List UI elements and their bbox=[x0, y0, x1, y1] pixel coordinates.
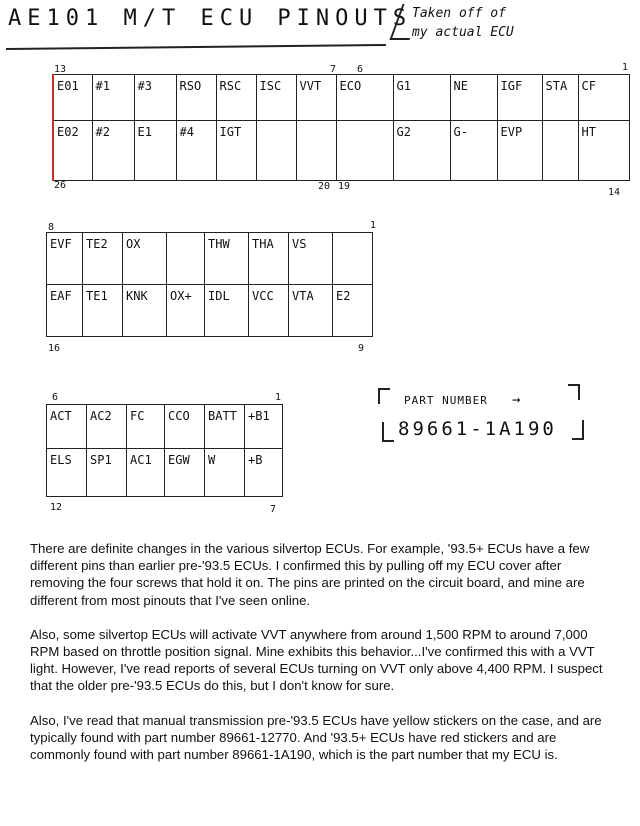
pin-number-label: 16 bbox=[48, 343, 61, 354]
pin-number-label: 14 bbox=[608, 187, 621, 198]
pin-cell: G1 bbox=[393, 75, 450, 121]
pin-number-label: 19 bbox=[338, 181, 351, 192]
pin-number-label: 8 bbox=[48, 222, 55, 233]
pin-row-top bbox=[47, 405, 283, 449]
pin-cell: AC2 bbox=[87, 405, 127, 449]
pin-cell: RSC bbox=[216, 75, 256, 121]
pin-cell: ACT bbox=[47, 405, 87, 449]
pin-number-label: 1 bbox=[622, 62, 629, 73]
pin-number-label: 1 bbox=[275, 392, 282, 403]
pin-cell: E02 bbox=[53, 121, 92, 181]
pin-cell: +B1 bbox=[245, 405, 283, 449]
connector-2-table bbox=[46, 232, 373, 337]
pin-cell: EAF bbox=[47, 285, 83, 337]
pin-cell: W bbox=[205, 449, 245, 497]
pin-cell: ECO bbox=[336, 75, 393, 121]
pin-cell: VVT bbox=[296, 75, 336, 121]
pin-cell: EVP bbox=[497, 121, 542, 181]
pin-cell: VS bbox=[289, 233, 333, 285]
pin-cell: TE1 bbox=[83, 285, 123, 337]
pin-number-label: 6 bbox=[357, 64, 364, 75]
source-note-line2: my actual ECU bbox=[412, 25, 514, 40]
pin-cell bbox=[296, 121, 336, 181]
page-title: AE101 M/T ECU PINOUTS bbox=[8, 6, 413, 31]
pin-cell: IGF bbox=[497, 75, 542, 121]
pin-cell: #4 bbox=[176, 121, 216, 181]
pin-row-bottom bbox=[53, 121, 629, 181]
title-underline bbox=[6, 44, 386, 50]
pin-number-label: 20 bbox=[318, 181, 331, 192]
pin-cell: EVF bbox=[47, 233, 83, 285]
description-text bbox=[30, 540, 612, 780]
pin-cell: CF bbox=[578, 75, 629, 121]
pin-cell: IDL bbox=[205, 285, 249, 337]
pin-cell: FC bbox=[127, 405, 165, 449]
pin-cell: HT bbox=[578, 121, 629, 181]
pin-cell: THA bbox=[249, 233, 289, 285]
pin-cell bbox=[336, 121, 393, 181]
pin-number-label: 9 bbox=[358, 343, 365, 354]
pin-cell: SP1 bbox=[87, 449, 127, 497]
connector-1-table bbox=[52, 74, 630, 181]
pin-cell: G- bbox=[450, 121, 497, 181]
pin-cell: TE2 bbox=[83, 233, 123, 285]
pin-cell: AC1 bbox=[127, 449, 165, 497]
pin-number-label: 6 bbox=[52, 392, 59, 403]
pin-cell bbox=[256, 121, 296, 181]
pin-row-top bbox=[47, 233, 373, 285]
source-note bbox=[412, 4, 552, 42]
pin-number-label: 13 bbox=[54, 64, 67, 75]
pin-cell: BATT bbox=[205, 405, 245, 449]
pin-row-bottom bbox=[47, 285, 373, 337]
pin-cell bbox=[542, 121, 578, 181]
part-number-callout bbox=[378, 382, 588, 452]
pin-cell: ELS bbox=[47, 449, 87, 497]
connector-3-table bbox=[46, 404, 283, 497]
bracket-corner bbox=[572, 420, 584, 440]
pin-cell: KNK bbox=[123, 285, 167, 337]
pin-cell: #1 bbox=[92, 75, 134, 121]
part-number-label: PART NUMBER bbox=[404, 394, 488, 407]
pin-cell: OX+ bbox=[167, 285, 205, 337]
pin-cell: G2 bbox=[393, 121, 450, 181]
pin-cell: OX bbox=[123, 233, 167, 285]
pin-cell: VTA bbox=[289, 285, 333, 337]
paragraph: Also, some silvertop ECUs will activate VVT anywhere from around 1,500 RPM to around 7,000 RPM based on throttle position signal. Mine exhibits this behavior...I've confirmed this with a VVT light. However, I've read reports of several ECUs turning on VVT only above 4,400 RPM. I suspect that the older pre-'93.5 ECUs do this, but I don't know for sure. bbox=[30, 626, 603, 694]
pin-cell: NE bbox=[450, 75, 497, 121]
pin-cell: +B bbox=[245, 449, 283, 497]
arrow-right-icon: → bbox=[512, 392, 521, 408]
pin-number-label: 26 bbox=[54, 180, 67, 191]
pin-row-bottom bbox=[47, 449, 283, 497]
pin-cell: THW bbox=[205, 233, 249, 285]
pin-number-label: 7 bbox=[330, 64, 337, 75]
source-note-line1: Taken off of bbox=[412, 6, 506, 21]
pin-number-label: 7 bbox=[270, 504, 277, 515]
pin-cell: STA bbox=[542, 75, 578, 121]
pin-cell bbox=[333, 233, 373, 285]
paragraph: Also, I've read that manual transmission pre-'93.5 ECUs have yellow stickers on the case, and are typically found with part number 89661-12770. And '93.5+ ECUs have red stickers and are commonly found with part number 89661-1A190, which is the part number that my ECU is. bbox=[30, 712, 602, 763]
pin-cell: E2 bbox=[333, 285, 373, 337]
pin-cell: CCO bbox=[165, 405, 205, 449]
pin-cell: VCC bbox=[249, 285, 289, 337]
paragraph: There are definite changes in the various silvertop ECUs. For example, '93.5+ ECUs have a few different pins than earlier pre-'93.5 ECUs. I confirmed this by pulling off my ECU cover after removing the four screws that hold it on. The pins are printed on the circuit board, and mine are different from most pinouts that I've seen online. bbox=[30, 541, 590, 608]
part-number-value: 89661-1A190 bbox=[398, 418, 557, 440]
pin-cell bbox=[167, 233, 205, 285]
bracket-corner bbox=[378, 388, 390, 404]
pin-number-label: 12 bbox=[50, 502, 63, 513]
pin-cell: RSO bbox=[176, 75, 216, 121]
pin-cell: ISC bbox=[256, 75, 296, 121]
pin-cell: #3 bbox=[134, 75, 176, 121]
pin-cell: E01 bbox=[53, 75, 92, 121]
pin-row-top bbox=[53, 75, 629, 121]
pin-cell: EGW bbox=[165, 449, 205, 497]
pin-cell: E1 bbox=[134, 121, 176, 181]
bracket-corner bbox=[382, 422, 394, 442]
pin-number-label: 1 bbox=[370, 220, 377, 231]
pin-cell: IGT bbox=[216, 121, 256, 181]
pin-cell: #2 bbox=[92, 121, 134, 181]
bracket-corner bbox=[568, 384, 580, 400]
